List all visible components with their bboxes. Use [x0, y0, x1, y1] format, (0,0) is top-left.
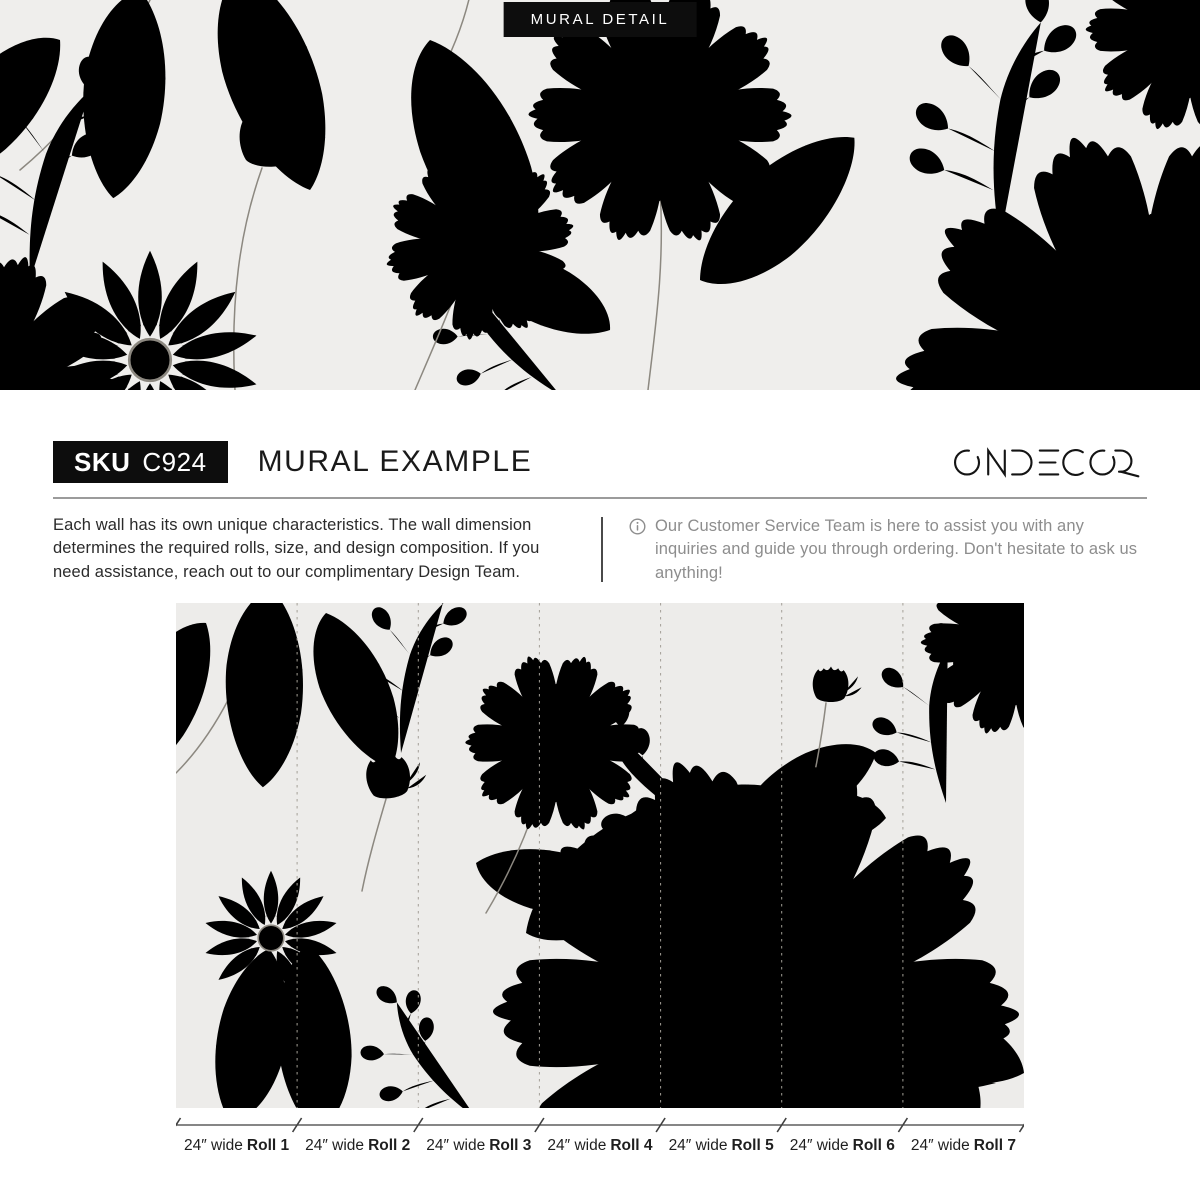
ondecor-logo-icon — [951, 445, 1147, 480]
roll-label: 24″ wide Roll 2 — [305, 1137, 411, 1155]
customer-service-note — [627, 514, 1147, 585]
mural-detail-badge: MURAL DETAIL — [504, 2, 697, 37]
sku-label: SKU — [74, 446, 131, 477]
info-circle-icon — [629, 518, 646, 535]
info-section — [0, 499, 1200, 585]
page-title: MURAL EXAMPLE — [257, 445, 533, 478]
roll-width-measure — [176, 1117, 1024, 1135]
mural-example — [176, 603, 1024, 1155]
roll-label: 24″ wide Roll 1 — [184, 1137, 290, 1155]
mural-example-image — [176, 603, 1024, 1108]
roll-label: 24″ wide Roll 7 — [910, 1137, 1016, 1155]
roll-label: 24″ wide Roll 6 — [789, 1137, 895, 1155]
roll-labels — [176, 1137, 1024, 1155]
vertical-divider — [601, 517, 603, 582]
roll-label: 24″ wide Roll 4 — [547, 1137, 653, 1155]
sku-badge — [53, 441, 228, 483]
brand-logo — [951, 445, 1147, 480]
sku-value: C924 — [142, 446, 207, 477]
floral-line-art-mural — [176, 603, 1024, 1108]
floral-line-art-banner — [0, 0, 1200, 390]
mural-detail-banner — [0, 0, 1200, 390]
roll-label: 24″ wide Roll 3 — [426, 1137, 532, 1155]
roll-label: 24″ wide Roll 5 — [668, 1137, 774, 1155]
customer-service-text: Our Customer Service Team is here to assist you with any inquiries and guide you through ordering. Don't hesitate to ask us anything! — [655, 517, 1138, 582]
header — [53, 441, 1147, 483]
wall-info-text: Each wall has its own unique characteristics. The wall dimension determines the required rolls, size, and design composition. If you need assistance, reach out to our complimentary Design Team. — [53, 516, 540, 581]
